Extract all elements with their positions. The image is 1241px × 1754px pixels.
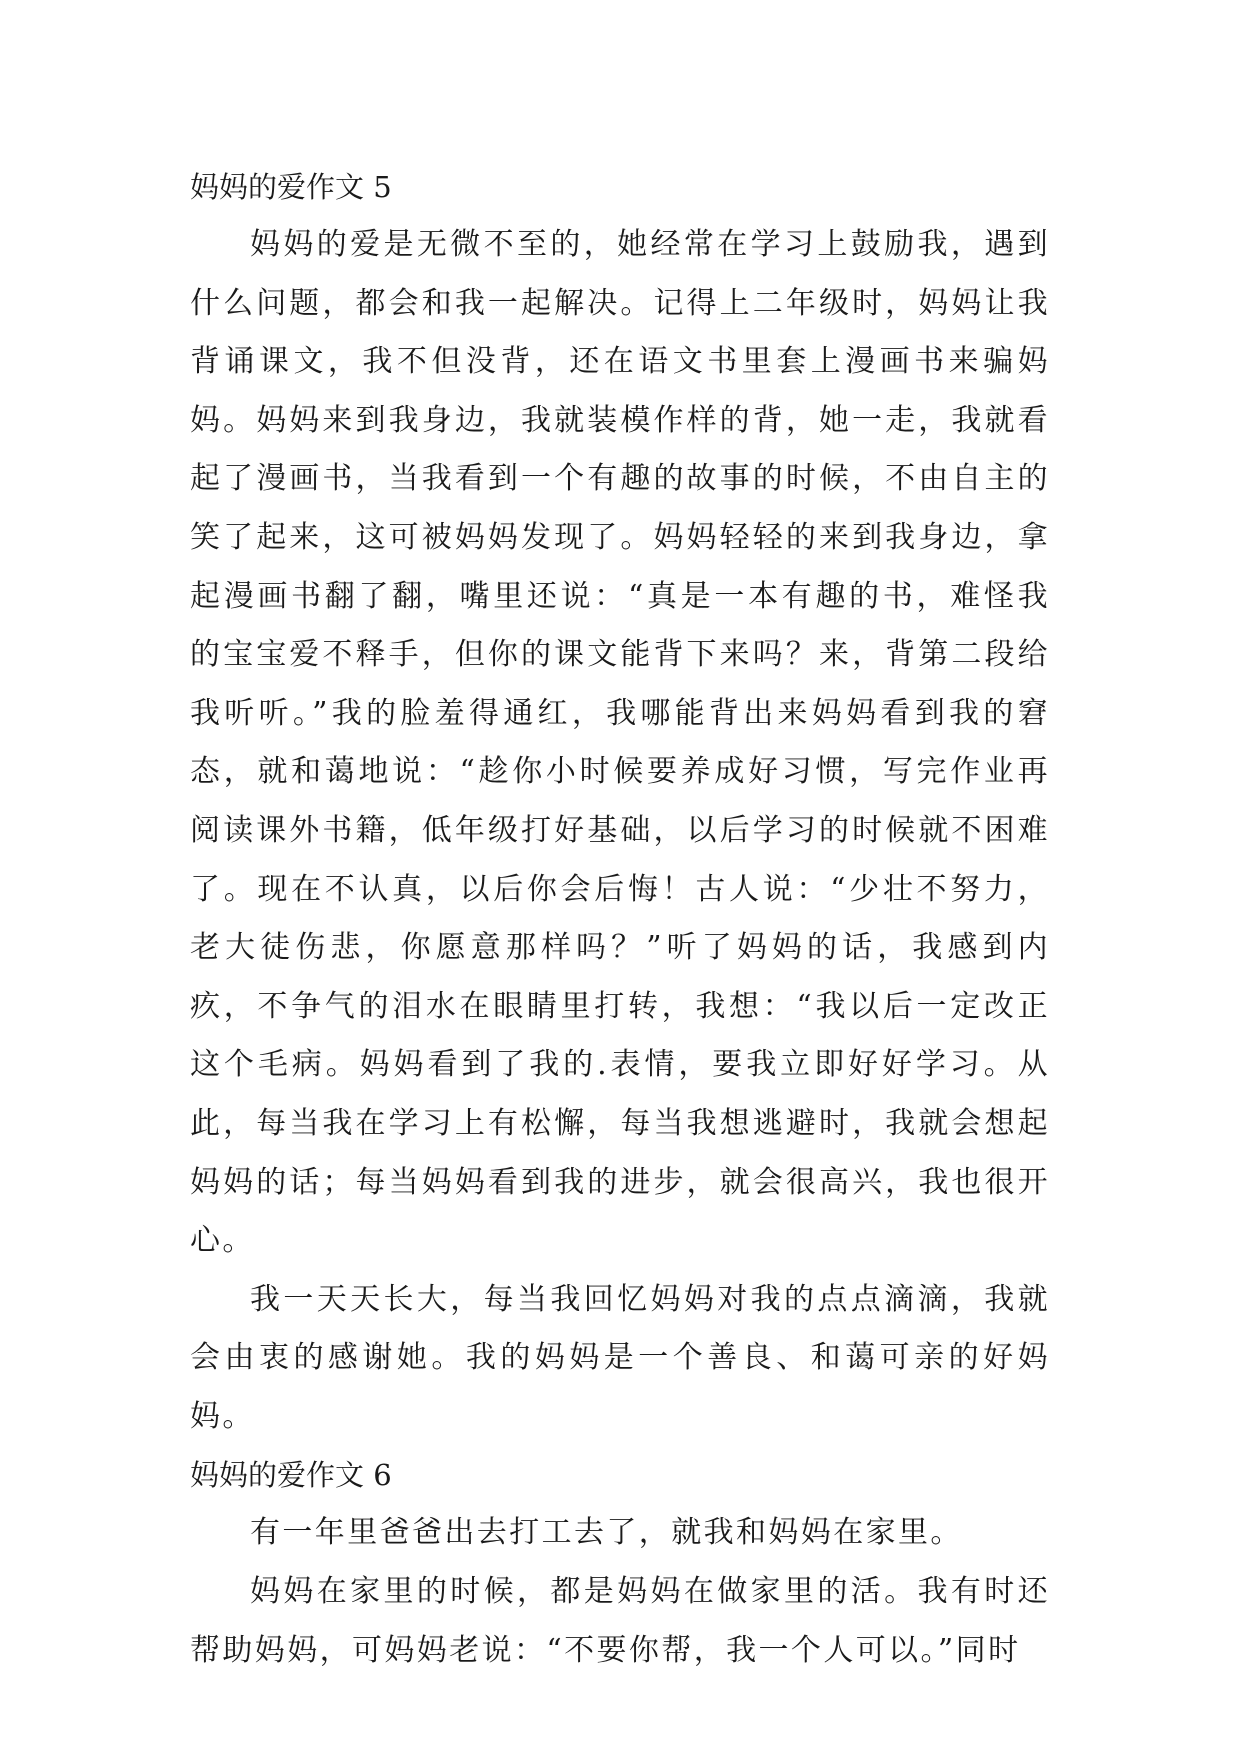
paragraph: 有一年里爸爸出去打工去了，就我和妈妈在家里。 — [250, 1515, 963, 1551]
paragraph: 我一天天长大，每当我回忆妈妈对我的点点滴滴，我就会由衷的感谢她。我的妈妈是一个善良、和蔼可亲的好妈妈。 — [190, 1281, 1050, 1434]
section-heading: 妈妈的爱作文 6 — [190, 1458, 392, 1493]
document-body — [190, 158, 1050, 1680]
paragraph: 妈妈在家里的时候，都是妈妈在做家里的活。我有时还帮助妈妈，可妈妈老说：“不要你帮，我一个人可以。”同时 — [190, 1574, 1050, 1668]
paragraph: 妈妈的爱是无微不至的，她经常在学习上鼓励我，遇到什么问题，都会和我一起解决。记得上二年级时，妈妈让我背诵课文，我不但没背，还在语文书里套上漫画书来骗妈妈。妈妈来到我身边，我就装模作样的背，她一走，我就看起了漫画书，当我看到一个有趣的故事的时候，不由自主的笑了起来，这可被妈妈发现了。妈妈轻轻的来到我身边，拿起漫画书翻了翻，嘴里还说：“真是一本有趣的书，难怪我的宝宝爱不释手，但你的课文能背下来吗？来，背第二段给我听听。”我的脸羞得通红，我哪能背出来妈妈看到我的窘态，就和蔼地说：“趁你小时候要养成好习惯，写完作业再阅读课外书籍，低年级打好基础，以后学习的时候就不困难了。现在不认真，以后你会后悔！古人说：“少壮不努力，老大徒伤悲，你愿意那样吗？”听了妈妈的话，我感到内疚，不争气的泪水在眼睛里打转，我想：“我以后一定改正这个毛病。妈妈看到了我的.表情，要我立即好好学习。从此，每当我在学习上有松懈，每当我想逃避时，我就会想起妈妈的话；每当妈妈看到我的进步，就会很高兴，我也很开心。 — [190, 227, 1050, 1259]
section-heading: 妈妈的爱作文 5 — [190, 170, 392, 204]
